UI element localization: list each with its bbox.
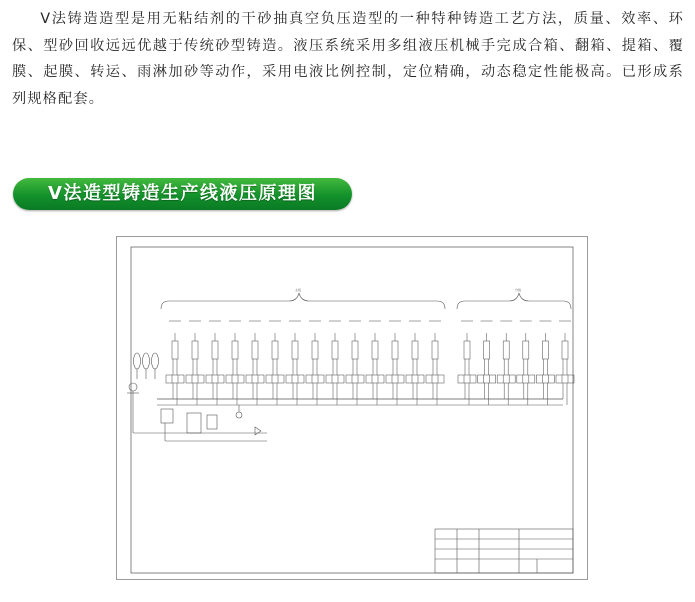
left-valve-column-13 [406,321,424,405]
title-block [435,529,573,573]
left-valve-column-9 [326,321,344,405]
right-valve-column-3 [497,321,515,405]
hydraulic-schematic-drawing [117,237,587,579]
right-group-label: 分线 [515,288,522,292]
left-valve-column-1 [166,321,184,405]
right-valve-column-2 [478,321,496,405]
right-valve-column-6 [556,321,574,405]
left-valve-column-14 [426,321,444,405]
accumulator-group [134,353,159,379]
right-group-brace [457,293,571,309]
hydraulic-schematic-figure [116,236,588,580]
drawing-border [131,247,573,573]
left-valve-column-7 [286,321,304,405]
right-valve-column-1 [458,321,476,405]
left-valve-column-2 [186,321,204,405]
right-valve-column-5 [536,321,554,405]
right-valve-column-4 [517,321,535,405]
left-valve-column-5 [246,321,264,405]
left-valve-column-10 [346,321,364,405]
section-banner [13,178,352,210]
section-title: V法造型铸造生产线液压原理图 [48,183,317,204]
left-valve-column-4 [226,321,244,405]
left-valve-column-11 [366,321,384,405]
relief-valve-block [161,405,267,441]
left-group-label: 主线 [295,288,302,292]
intro-paragraph: V法铸造造型是用无粘结剂的干砂抽真空负压造型的一种特种铸造工艺方法，质量、效率、环保、型砂回收远远优越于传统砂型铸造。液压系统采用多组液压机械手完成合箱、翻箱、提箱、覆膜、起膜、转运、雨淋加砂等动作，采用电液比例控制，定位精确，动态稳定性能极高。已形成系列规格配套。 [12,11,684,107]
left-valve-column-8 [306,321,324,405]
left-valve-column-12 [386,321,404,405]
left-valve-column-3 [206,321,224,405]
left-group-brace [161,293,445,309]
left-valve-column-6 [266,321,284,405]
valve-column-group [166,321,574,405]
intro-text-block [12,6,684,112]
